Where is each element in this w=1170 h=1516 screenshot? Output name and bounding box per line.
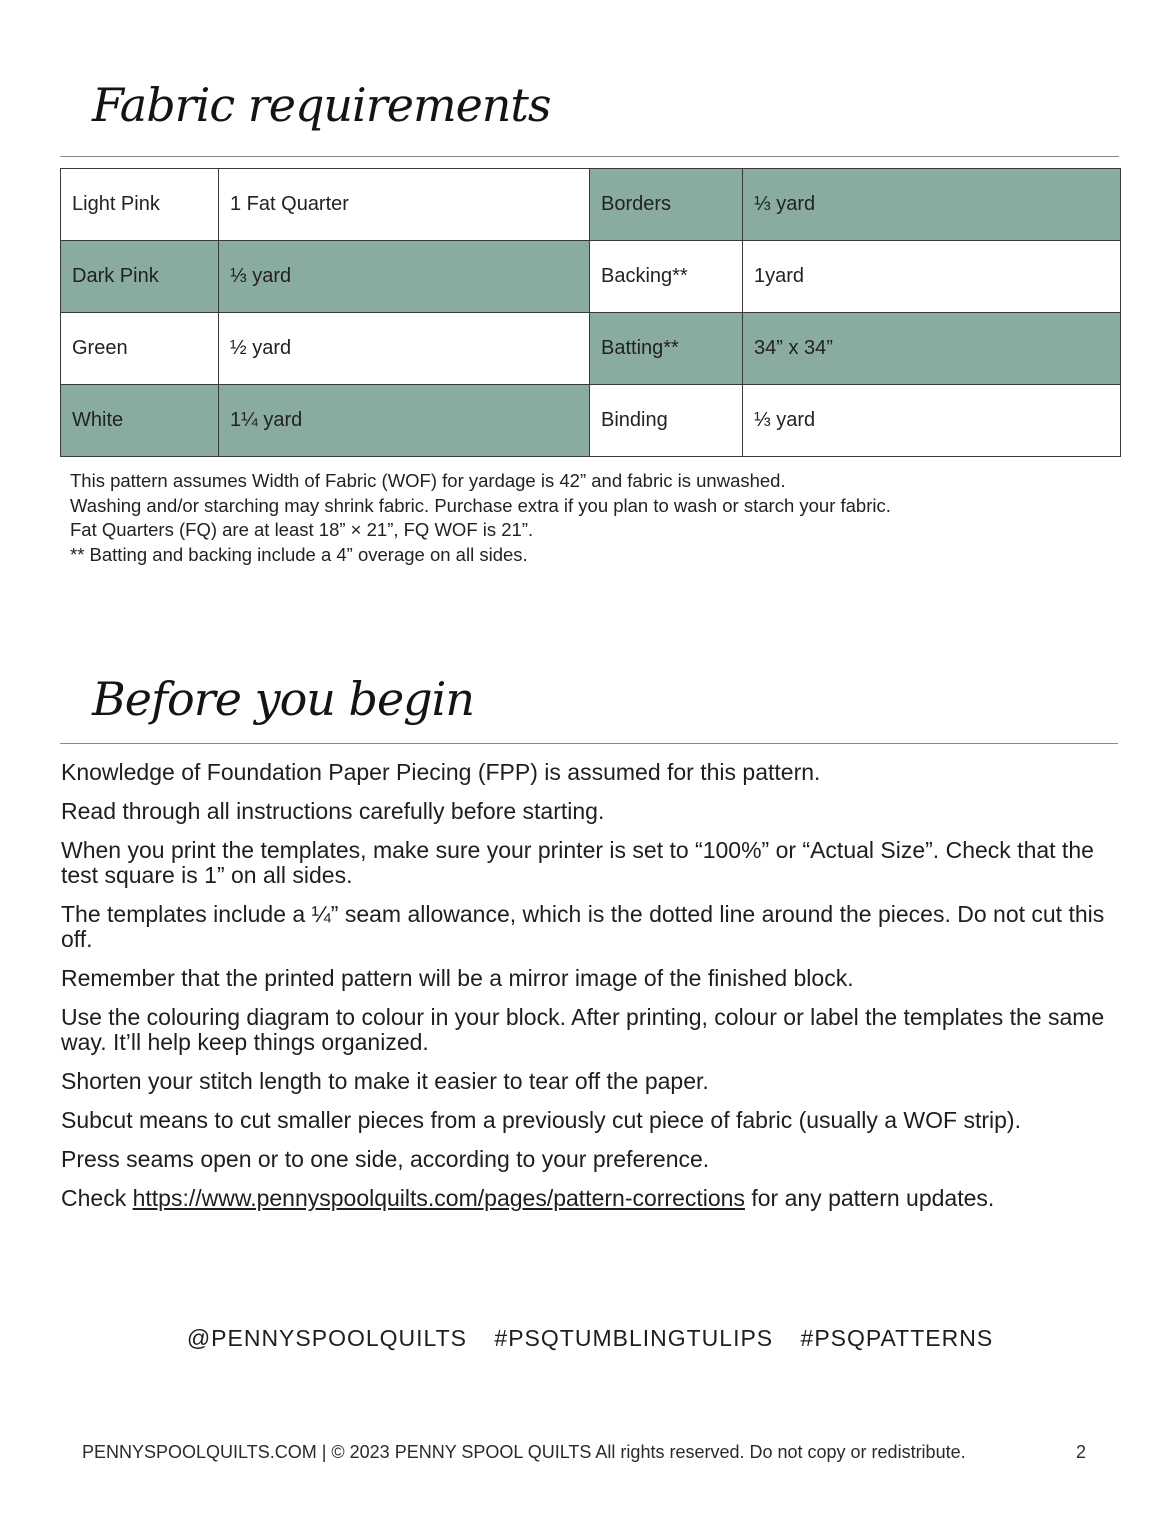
- fabric-amount-cell: 34” x 34”: [743, 313, 1121, 385]
- fabric-requirements-heading: Fabric requirements: [92, 78, 551, 132]
- instruction-item: When you print the templates, make sure your printer is set to “100%” or “Actual Size”. Check that the test square is 1” on all sides.: [61, 837, 1094, 888]
- fabric-name-cell: White: [61, 385, 219, 457]
- fabric-row: [61, 169, 1121, 241]
- fabric-amount-cell: ⅓ yard: [743, 169, 1121, 241]
- before-you-begin-heading: Before you begin: [92, 672, 474, 726]
- social-tags: [0, 1325, 1170, 1352]
- instruction-item: Subcut means to cut smaller pieces from a previously cut piece of fabric (usually a WOF strip).: [61, 1107, 1021, 1133]
- fabric-amount-cell: ⅓ yard: [743, 385, 1121, 457]
- corrections-prefix: Check: [61, 1185, 133, 1211]
- fabric-name-cell: Backing**: [590, 241, 743, 313]
- hashtag-psq-patterns: #PSQPATTERNS: [800, 1325, 994, 1351]
- fabric-name-cell: Dark Pink: [61, 241, 219, 313]
- instruction-item: The templates include a ¼” seam allowance, which is the dotted line around the pieces. Do not cut this off.: [61, 901, 1105, 952]
- fabric-amount-cell: 1¼ yard: [219, 385, 590, 457]
- instructions-list: [61, 760, 1121, 1225]
- instruction-item: Use the colouring diagram to colour in your block. After printing, colour or label the templates the same way. It’ll help keep things organized.: [61, 1004, 1105, 1055]
- hashtag-tumbling-tulips: #PSQTUMBLINGTULIPS: [494, 1325, 774, 1351]
- fabric-amount-cell: 1yard: [743, 241, 1121, 313]
- heading-divider: [60, 743, 1118, 744]
- fabric-amount-cell: 1 Fat Quarter: [219, 169, 590, 241]
- fabric-requirements-table: [60, 168, 1121, 457]
- fabric-name-cell: Green: [61, 313, 219, 385]
- fabric-name-cell: Borders: [590, 169, 743, 241]
- fabric-row: [61, 241, 1121, 313]
- instruction-item: Remember that the printed pattern will be a mirror image of the finished block.: [61, 965, 854, 991]
- page-number: 2: [1076, 1442, 1087, 1462]
- fabric-name-cell: Batting**: [590, 313, 743, 385]
- instagram-handle: @PENNYSPOOLQUILTS: [186, 1325, 468, 1351]
- heading-divider: [60, 156, 1119, 157]
- fabric-amount-cell: ⅓ yard: [219, 241, 590, 313]
- fabric-name-cell: Binding: [590, 385, 743, 457]
- note-line: This pattern assumes Width of Fabric (WOF) for yardage is 42” and fabric is unwashed.: [70, 470, 786, 491]
- note-line: ** Batting and backing include a 4” overage on all sides.: [70, 543, 528, 565]
- copyright-footer: PENNYSPOOLQUILTS.COM | © 2023 PENNY SPOOL QUILTS All rights reserved. Do not copy or redistribute.: [82, 1442, 966, 1462]
- fabric-row: [61, 313, 1121, 385]
- instruction-item: Press seams open or to one side, according to your preference.: [61, 1146, 710, 1172]
- fabric-notes: [70, 469, 1130, 567]
- instruction-item: Read through all instructions carefully before starting.: [61, 798, 605, 824]
- note-line: Washing and/or starching may shrink fabric. Purchase extra if you plan to wash or starch your fabric.: [70, 494, 891, 516]
- note-line: Fat Quarters (FQ) are at least 18” × 21”, FQ WOF is 21”.: [70, 519, 534, 540]
- corrections-suffix: for any pattern updates.: [744, 1185, 995, 1211]
- fabric-amount-cell: ½ yard: [219, 313, 590, 385]
- pattern-corrections-link[interactable]: https://www.pennyspoolquilts.com/pages/pattern-corrections: [132, 1185, 745, 1211]
- instruction-item: Shorten your stitch length to make it easier to tear off the paper.: [61, 1068, 709, 1094]
- fabric-row: [61, 385, 1121, 457]
- instruction-item: Knowledge of Foundation Paper Piecing (FPP) is assumed for this pattern.: [61, 759, 821, 785]
- instruction-item-corrections: [61, 1186, 1121, 1211]
- fabric-name-cell: Light Pink: [61, 169, 219, 241]
